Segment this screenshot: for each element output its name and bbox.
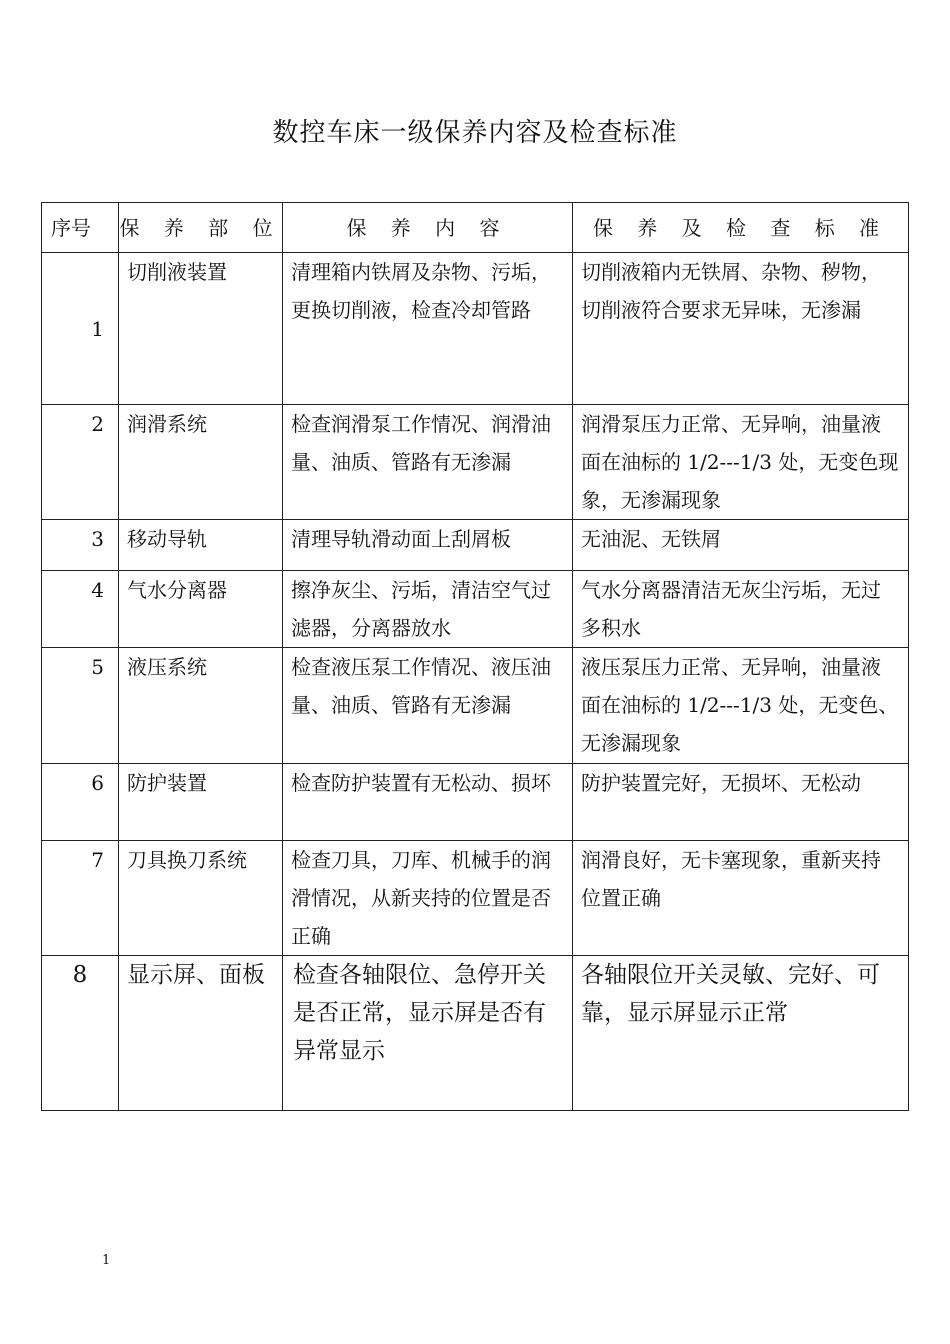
row-part: 气水分离器: [119, 571, 283, 648]
row-content: 检查润滑泵工作情况、润滑油量、油质、管路有无渗漏: [283, 405, 573, 520]
table-row: [42, 405, 909, 520]
row-part: 液压系统: [119, 648, 283, 764]
row-number: 4: [42, 571, 119, 648]
row-content: 检查刀具，刀库、机械手的润滑情况，从新夹持的位置是否正确: [283, 841, 573, 956]
table-header-row: [42, 203, 909, 253]
row-part: 润滑系统: [119, 405, 283, 520]
row-part: 刀具换刀系统: [119, 841, 283, 956]
row-standard: 各轴限位开关灵敏、完好、可靠，显示屏显示正常: [573, 956, 909, 1111]
row-number: 1: [42, 253, 119, 405]
row-number: 5: [42, 648, 119, 764]
row-part: 防护装置: [119, 764, 283, 841]
row-standard: 气水分离器清洁无灰尘污垢，无过多积水: [573, 571, 909, 648]
page-number: 1: [102, 1253, 111, 1268]
row-number: 3: [42, 520, 119, 571]
row-standard: 润滑良好，无卡塞现象，重新夹持位置正确: [573, 841, 909, 956]
table-row: [42, 571, 909, 648]
row-part: 切削液装置: [119, 253, 283, 405]
table-row: [42, 253, 909, 405]
row-number: 8: [42, 956, 119, 1111]
row-part: 显示屏、面板: [119, 956, 283, 1111]
table-row: [42, 841, 909, 956]
header-standard: 保 养 及 检 查 标 准: [573, 203, 909, 253]
row-content: 检查液压泵工作情况、液压油量、油质、管路有无渗漏: [283, 648, 573, 764]
header-part: 保 养 部 位: [119, 203, 283, 253]
row-content: 清理导轨滑动面上刮屑板: [283, 520, 573, 571]
page-title: 数控车床一级保养内容及检查标准: [272, 118, 678, 148]
table-row: [42, 520, 909, 571]
table-row: [42, 764, 909, 841]
header-seq: 序号: [42, 203, 119, 253]
table-row: [42, 956, 909, 1111]
row-standard: 液压泵压力正常、无异响，油量液面在油标的 1/2---1/3 处，无变色、无渗漏现象: [573, 648, 909, 764]
row-number: 6: [42, 764, 119, 841]
maintenance-table: [41, 202, 909, 1111]
row-number: 7: [42, 841, 119, 956]
row-standard: 防护装置完好，无损坏、无松动: [573, 764, 909, 841]
row-standard: 切削液箱内无铁屑、杂物、秽物，切削液符合要求无异味，无渗漏: [573, 253, 909, 405]
row-part: 移动导轨: [119, 520, 283, 571]
row-content: 清理箱内铁屑及杂物、污垢，更换切削液，检查冷却管路: [283, 253, 573, 405]
row-number: 2: [42, 405, 119, 520]
row-content: 检查防护装置有无松动、损坏: [283, 764, 573, 841]
row-content: 擦净灰尘、污垢，清洁空气过滤器，分离器放水: [283, 571, 573, 648]
row-standard: 无油泥、无铁屑: [573, 520, 909, 571]
header-content: 保 养 内 容: [283, 203, 573, 253]
table-row: [42, 648, 909, 764]
row-standard: 润滑泵压力正常、无异响，油量液面在油标的 1/2---1/3 处，无变色现象，无渗漏现象: [573, 405, 909, 520]
row-content: 检查各轴限位、急停开关是否正常，显示屏是否有异常显示: [283, 956, 573, 1111]
